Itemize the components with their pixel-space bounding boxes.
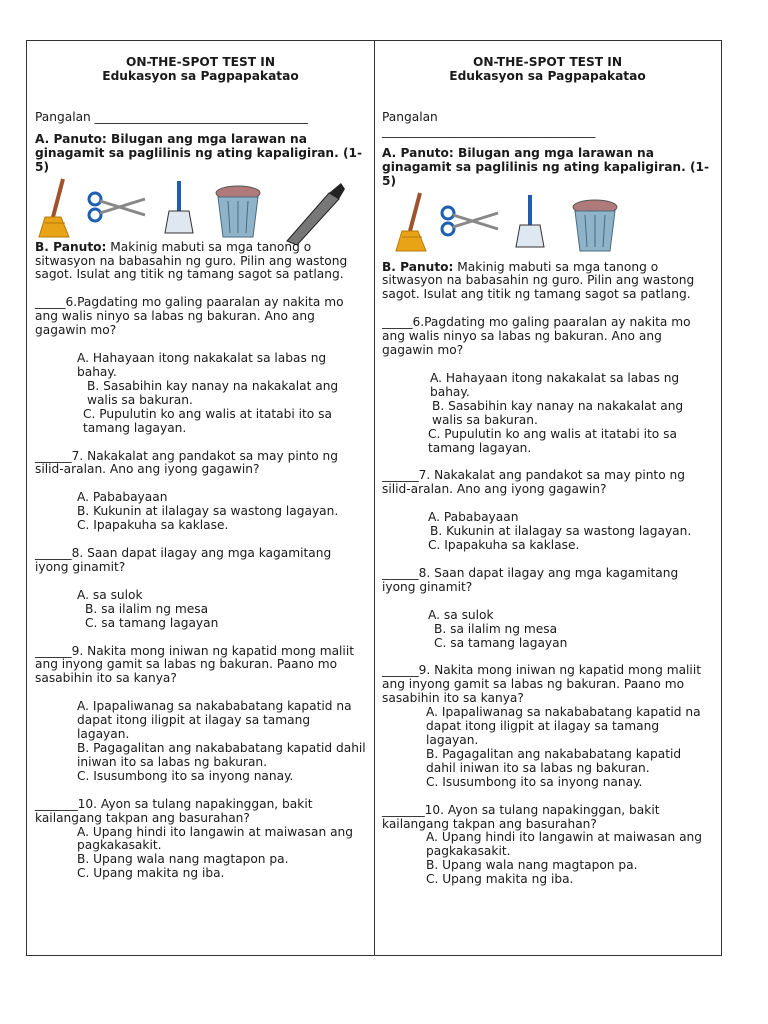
trash-can-icon	[570, 197, 626, 253]
pictures-row	[35, 177, 366, 239]
question-10: _______10. Ayon sa tulang napakinggan, bakit kailangang takpan ang basurahan?	[382, 802, 660, 831]
question-10: _______10. Ayon sa tulang napakinggan, bakit kailangang takpan ang basurahan?	[35, 796, 313, 825]
question-10-option-a: A. Upang hindi ito langawin at maiwasan ang pagkakasakit.	[426, 830, 703, 859]
question-10-option-c: C. Upang makita ng iba.	[77, 866, 225, 881]
question-6-option-b: B. Sasabihin kay nanay na nakakalat ang walis sa bakuran.	[432, 398, 684, 427]
test-title: ON-THE-SPOT TEST IN Edukasyon sa Pagpapakatao	[102, 55, 299, 83]
question-6-option-a: A. Hahayaan itong nakakalat sa labas ng bahay.	[77, 351, 327, 379]
question-10-option-c: C. Upang makita ng iba.	[426, 872, 574, 887]
test-sheet	[26, 40, 722, 956]
name-line: ___________________________________	[382, 123, 596, 138]
question-8-option-b: B. sa ilalim ng mesa	[85, 601, 209, 616]
question-8: ______8. Saan dapat ilagay ang mga kagamitang iyong ginamit?	[35, 546, 332, 574]
scissors-icon	[85, 177, 157, 239]
question-9-option-a: A. Ipapaliwanag sa nakababatang kapatid na dapat itong iligpit at ilagay sa tamang lagayan.	[426, 705, 701, 747]
dustpan-icon	[157, 177, 213, 239]
question-9-option-b: B. Pagagalitan ang nakababatang kapatid dahil iniwan ito sa labas ng bakuran.	[77, 741, 366, 769]
question-6-option-c: C. Pupulutin ko ang walis at itatabi ito sa tamang lagayan.	[83, 406, 332, 435]
part-a-instruction: A. Panuto: Bilugan ang mga larawan na ginagamit sa paglilinis ng ating kapaligiran. (1-5)	[35, 131, 363, 174]
question-7-option-c: C. Ipapakuha sa kaklase.	[428, 538, 580, 553]
part-b-instruction: B. Panuto: Makinig mabuti sa mga tanong o sitwasyon na babasahin ng guro. Pilin ang wastong sagot. Isulat ang titik ng tamang sagot sa patlang.	[382, 259, 695, 302]
question-6: _____6.Pagdating mo galing paaralan ay nakita mo ang walis ninyo sa labas ng bakuran. Ano ang gagawin mo?	[382, 315, 691, 358]
question-8: ______8. Saan dapat ilagay ang mga kagamitang iyong ginamit?	[382, 565, 679, 594]
question-8-option-a: A. sa sulok	[428, 607, 494, 622]
question-7: ______7. Nakakalat ang pandakot sa may pinto ng silid-aralan. Ano ang iyong gagawin?	[35, 448, 338, 477]
name-line: Pangalan ___________________________________	[35, 110, 308, 124]
question-10-option-b: B. Upang wala nang magtapon pa.	[77, 852, 289, 867]
question-7-option-b: B. Kukunin at ilalagay sa wastong lagayan.	[77, 504, 339, 519]
test-copy-right	[374, 41, 721, 955]
question-7-option-b: B. Kukunin at ilalagay sa wastong lagayan.	[430, 524, 692, 539]
question-7-option-c: C. Ipapakuha sa kaklase.	[77, 518, 229, 533]
trash-can-icon	[213, 183, 283, 239]
question-8-option-a: A. sa sulok	[77, 587, 143, 602]
question-7-option-a: A. Pababayaan	[77, 490, 168, 505]
question-8-option-c: C. sa tamang lagayan	[434, 635, 568, 650]
question-7: ______7. Nakakalat ang pandakot sa may pinto ng silid-aralan. Ano ang iyong gagawin?	[382, 468, 685, 497]
question-9-option-b: B. Pagagalitan ang nakababatang kapatid dahil iniwan ito sa labas ng bakuran.	[426, 746, 682, 775]
question-9-option-c: C. Isusumbong ito sa inyong nanay.	[77, 768, 294, 783]
broom-icon	[392, 191, 438, 253]
question-6-option-b: B. Sasabihin kay nanay na nakakalat ang walis sa bakuran.	[87, 378, 339, 407]
pictures-row	[382, 191, 713, 253]
question-6-option-a: A. Hahayaan itong nakakalat sa labas ng bahay.	[430, 370, 680, 399]
question-9-option-c: C. Isusumbong ito sa inyong nanay.	[426, 774, 643, 789]
question-7-option-a: A. Pababayaan	[428, 510, 519, 525]
test-copy-left	[27, 41, 374, 955]
knife-icon	[283, 179, 349, 239]
question-9-option-a: A. Ipapaliwanag sa nakababatang kapatid na dapat itong iligpit at ilagay sa tamang lagayan.	[77, 699, 352, 742]
dustpan-icon	[508, 191, 570, 253]
question-9: ______9. Nakita mong iniwan ng kapatid mong maliit ang inyong gamit sa labas ng bakuran. Paano mo sasabihin ito sa kanya?	[35, 643, 354, 686]
name-label: Pangalan	[382, 110, 438, 124]
question-10-option-a: A. Upang hindi ito langawin at maiwasan ang pagkakasakit.	[77, 824, 354, 853]
scissors-icon	[438, 191, 508, 253]
question-6: _____6.Pagdating mo galing paaralan ay nakita mo ang walis ninyo sa labas ng bakuran. Ano ang gagawin mo?	[35, 295, 344, 338]
question-9: ______9. Nakita mong iniwan ng kapatid mong maliit ang inyong gamit sa labas ng bakuran. Paano mo sasabihin ito sa kanya?	[382, 663, 701, 706]
question-10-option-b: B. Upang wala nang magtapon pa.	[426, 858, 638, 873]
question-6-option-c: C. Pupulutin ko ang walis at itatabi ito sa tamang lagayan.	[428, 426, 677, 455]
broom-icon	[35, 177, 81, 239]
test-title: ON-THE-SPOT TEST IN Edukasyon sa Pagpapakatao	[449, 55, 646, 83]
question-8-option-c: C. sa tamang lagayan	[85, 615, 219, 630]
part-b-instruction: B. Panuto: Makinig mabuti sa mga tanong o sitwasyon na babasahin ng guro. Pilin ang wastong sagot. Isulat ang titik ng tamang sagot sa patlang.	[35, 239, 348, 282]
part-a-instruction: A. Panuto: Bilugan ang mga larawan na ginagamit sa paglilinis ng ating kapaligiran. (1-5)	[382, 145, 710, 188]
question-8-option-b: B. sa ilalim ng mesa	[434, 621, 558, 636]
